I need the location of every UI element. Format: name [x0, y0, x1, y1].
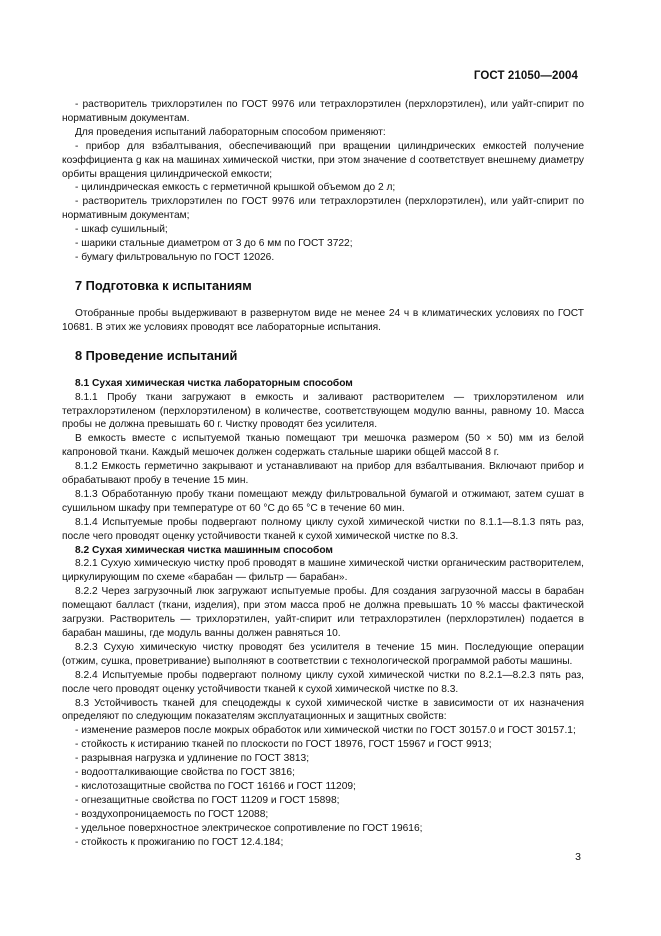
subsection-8-2-title: 8.2 Сухая химическая чистка машинным способом — [75, 544, 333, 556]
list-item: - изменение размеров после мокрых обработок или химической чистки по ГОСТ 30157.0 и ГОСТ 30157.1; — [75, 725, 576, 737]
intro-line: - цилиндрическая емкость с герметичной крышкой объемом до 2 л; — [75, 182, 396, 194]
paragraph-8-1-2: 8.1.2 Емкость герметично закрывают и устанавливают на прибор для взбалтывания. Включают прибор и обрабатывают пробу в течение 15 мин. — [62, 461, 584, 487]
page-number: 3 — [575, 851, 581, 863]
section-7-text: Отобранные пробы выдерживают в развернутом виде не менее 24 ч в климатических условиях по ГОСТ 10681. В этих же условиях проводят все лабораторные испытания. — [62, 307, 584, 333]
intro-line: - шарики стальные диаметром от 3 до 6 мм по ГОСТ 3722; — [75, 238, 353, 250]
list-item: - удельное поверхностное электрическое сопротивление по ГОСТ 19616; — [75, 822, 423, 834]
intro-line: - бумагу фильтровальную по ГОСТ 12026. — [75, 251, 275, 263]
list-item: - воздухопроницаемость по ГОСТ 12088; — [75, 808, 269, 820]
subsection-8-1-title: 8.1 Сухая химическая чистка лабораторным способом — [75, 377, 353, 389]
paragraph-8-2-1: 8.2.1 Сухую химическую чистку проб проводят в машине химической чистки органическим растворителем, циркулирующим по схеме «барабан — фильтр — барабан». — [62, 558, 584, 584]
list-item: - стойкость к истиранию тканей по плоскости по ГОСТ 18976, ГОСТ 15967 и ГОСТ 9913; — [75, 739, 492, 751]
list-item: - кислотозащитные свойства по ГОСТ 16166 и ГОСТ 11209; — [75, 780, 356, 792]
intro-line: - прибор для взбалтывания, обеспечивающий при вращении цилиндрических емкостей получение коэффициента g как на машинах химической чистки, при этом значение d соответствует внешнему диаметру орбиты вращения цилиндрической емкости; — [62, 140, 584, 180]
section-8-title: 8 Проведение испытаний — [75, 347, 238, 363]
list-item: - разрывная нагрузка и удлинение по ГОСТ 3813; — [75, 753, 310, 765]
list-item: - водоотталкивающие свойства по ГОСТ 3816; — [75, 767, 295, 779]
list-item: - стойкость к прожиганию по ГОСТ 12.4.184; — [75, 836, 284, 848]
paragraph-8-1-1: 8.1.1 Пробу ткани загружают в емкость и заливают растворителем — трихлорэтиленом или тетрахлорэтиленом (перхлорэтиленом) в количестве, соответствующем модулю ванны, равному 10. Масса пробы не должна превышать 60 г. Чистку проводят без усилителя. — [62, 391, 584, 431]
page-content — [62, 98, 584, 850]
document-code: ГОСТ 21050—2004 — [473, 70, 578, 82]
intro-line: - шкаф сушильный; — [75, 224, 168, 236]
intro-line: - растворитель трихлорэтилен по ГОСТ 9976 или тетрахлорэтилен (перхлорэтилен), или уайт-спирит по нормативным документам. — [62, 99, 584, 124]
paragraph-8-1-4: 8.1.4 Испытуемые пробы подвергают полному циклу сухой химической чистки по 8.1.1—8.1.3 пять раз, после чего проводят оценку устойчивости тканей к сухой химической чистке по 8.3. — [62, 516, 584, 542]
intro-line: - растворитель трихлорэтилен по ГОСТ 9976 или тетрахлорэтилен (перхлорэтилен), или уайт-спирит по нормативным документам; — [62, 196, 584, 222]
paragraph-8-1-3: 8.1.3 Обработанную пробу ткани помещают между фильтровальной бумагой и отжимают, затем сушат в сушильном шкафу при температуре от 60 °С до 65 °С в течение 60 мин. — [62, 488, 584, 514]
list-item: - огнезащитные свойства по ГОСТ 11209 и ГОСТ 15898; — [75, 794, 340, 806]
paragraph-8-3: 8.3 Устойчивость тканей для спецодежды к сухой химической чистке в зависимости от их назначения определяют по следующим показателям эксплуатационных и защитных свойств: — [62, 697, 584, 723]
paragraph-8-1-1-b: В емкость вместе с испытуемой тканью помещают три мешочка размером (50 × 50) мм из белой капроновой ткани. Каждый мешочек должен содержать стальные шарики общей массой 8 г. — [62, 433, 584, 459]
intro-line: Для проведения испытаний лабораторным способом применяют: — [75, 126, 386, 138]
section-7-title: 7 Подготовка к испытаниям — [75, 277, 252, 293]
paragraph-8-2-2: 8.2.2 Через загрузочный люк загружают испытуемые пробы. Для создания загрузочной массы в барабан помещают балласт (ткани, изделия), при этом масса проб не должна превышать 10 % массы фактической загрузки. Растворитель — трихлорэтилен, уайт-спирит или тетрахлорэтилен (перхлорэтилен) подается в барабан машины, где модуль ванны должен равняться 10. — [62, 586, 584, 639]
paragraph-8-2-3: 8.2.3 Сухую химическую чистку проводят без усилителя в течение 15 мин. Последующие операции (отжим, сушка, проветривание) выполняют в соответствии с технологической программой работы машины. — [62, 641, 584, 667]
paragraph-8-2-4: 8.2.4 Испытуемые пробы подвергают полному циклу сухой химической чистки по 8.2.1—8.2.3 пять раз, после чего проводят оценку устойчивости тканей к сухой химической чистке по 8.3. — [62, 669, 584, 695]
